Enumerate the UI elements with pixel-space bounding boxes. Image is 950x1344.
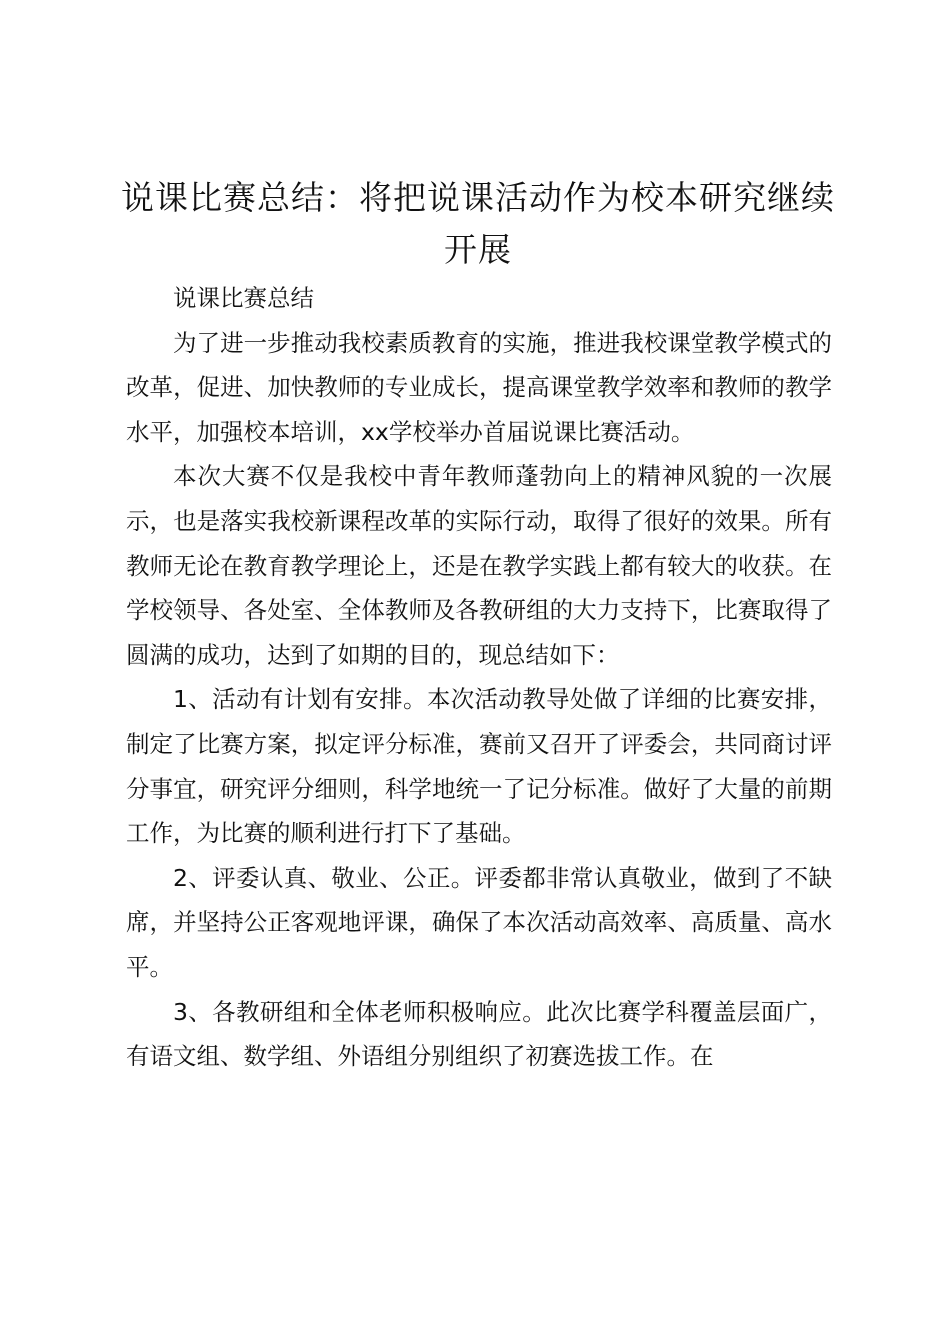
body-paragraph: 本次大赛不仅是我校中青年教师蓬勃向上的精神风貌的一次展示，也是落实我校新课程改革的实际行动，取得了很好的效果。所有教师无论在教育教学理论上，还是在教学实践上都有较大的收获。在学校领导、各处室、全体教师及各教研组的大力支持下，比赛取得了圆满的成功，达到了如期的目的，现总结如下： <box>126 462 832 669</box>
body-paragraph: 为了进一步推动我校素质教育的实施，推进我校课堂教学模式的改革，促进、加快教师的专业成长，提高课堂教学效率和教师的教学水平，加强校本培训，xx学校举办首届说课比赛活动。 <box>126 328 832 446</box>
body-paragraph: 1、活动有计划有安排。本次活动教导处做了详细的比赛安排，制定了比赛方案，拟定评分标准，赛前又召开了评委会，共同商讨评分事宜，研究评分细则，科学地统一了记分标准。做好了大量的前期工作，为比赛的顺利进行打下了基础。 <box>126 685 832 848</box>
document-body <box>126 276 832 1079</box>
body-paragraph: 3、各教研组和全体老师积极响应。此次比赛学科覆盖层面广，有语文组、数学组、外语组分别组织了初赛选拔工作。在 <box>126 997 832 1071</box>
document-title: 说课比赛总结：将把说课活动作为校本研究继续开展 <box>121 178 835 269</box>
subtitle-paragraph: 说课比赛总结 <box>173 284 314 312</box>
body-paragraph: 2、评委认真、敬业、公正。评委都非常认真敬业，做到了不缺席，并坚持公正客观地评课，确保了本次活动高效率、高质量、高水平。 <box>126 863 832 981</box>
